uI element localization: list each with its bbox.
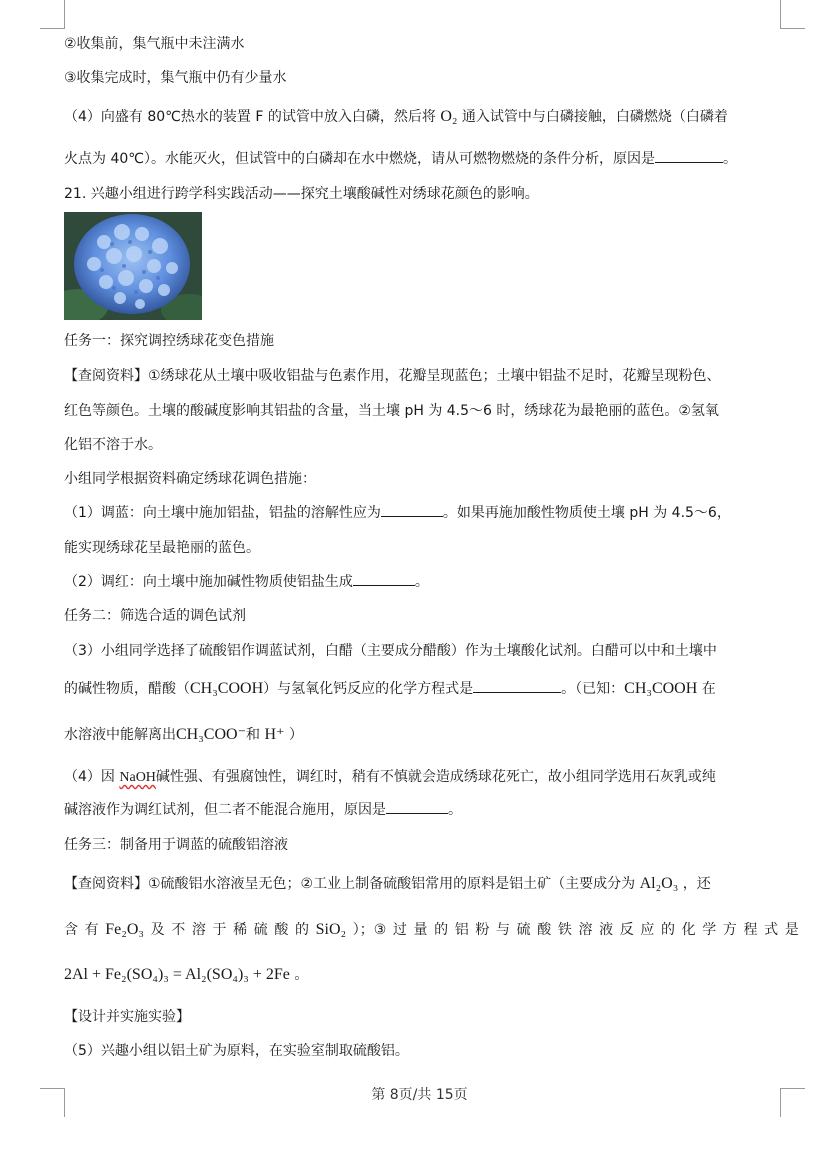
question-3-line-2 xyxy=(64,724,799,746)
text-span: （4）向盛有 80℃热水的装置 F 的试管中放入白磷，然后将 xyxy=(64,109,436,125)
justified-token: 的 xyxy=(661,922,676,938)
justified-token: 反 xyxy=(619,922,634,938)
justified-token: 有 xyxy=(84,922,99,938)
justified-token: 的 xyxy=(434,922,449,938)
justified-token: 含 xyxy=(64,922,78,938)
justified-token: 化 xyxy=(681,922,696,938)
text-line: 能实现绣球花呈最艳丽的蓝色。 xyxy=(64,540,260,556)
formula-o2: O₂ xyxy=(440,108,458,125)
text-span: ） xyxy=(288,727,303,743)
answer-blank[interactable] xyxy=(386,799,448,814)
question-4b-line-2 xyxy=(64,799,799,821)
crop-mark-top-right xyxy=(780,0,805,29)
text-line: ③收集完成时，集气瓶中仍有少量水 xyxy=(64,70,287,86)
text-line: 小组同学根据资料确定绣球花调色措施： xyxy=(64,471,316,487)
text-span: 。（已知： xyxy=(561,681,625,697)
task-1-heading: 任务一：探究调控绣球花变色措施 xyxy=(64,333,274,349)
text-span: 。如果再施加酸性物质使土壤 pH 为 4.5～6， xyxy=(442,505,731,521)
answer-blank[interactable] xyxy=(655,148,723,163)
text-span: ，还 xyxy=(682,876,711,892)
text-line: （3）小组同学选择了硫酸铝作调蓝试剂，白醋（主要成分醋酸）作为土壤酸化试剂。白醋可以中和土壤中 xyxy=(64,643,717,659)
justified-token: 溶 xyxy=(191,922,206,938)
justified-token: 稀 xyxy=(233,922,248,938)
text-line: 红色等颜色。土壤的酸碱度影响其铝盐的含量，当土壤 pH 为 4.5～6 时，绣球花为最艳丽的蓝色。②氢氧 xyxy=(64,403,719,419)
text-span: 。 xyxy=(414,574,429,590)
text-span: ）与氢氧化钙反应的化学方程式是 xyxy=(263,681,474,697)
justified-token: 酸 xyxy=(274,922,289,938)
crop-mark-top-left xyxy=(40,0,65,29)
justified-token: 硫 xyxy=(253,922,268,938)
answer-blank[interactable] xyxy=(473,678,561,693)
chemical-equation: 2Al + Fe₂(SO₄)₃ = Al₂(SO₄)₃ + 2Fe xyxy=(64,966,290,983)
justified-token: SiO₂ xyxy=(315,921,347,938)
formula-h-ion: H⁺ xyxy=(264,726,285,743)
question-4-line-1 xyxy=(64,106,799,128)
justified-token: 硫 xyxy=(516,922,531,938)
question-1-line xyxy=(64,502,799,524)
text-span: 碱溶液作为调红试剂，但二者不能混合施用，原因是 xyxy=(64,802,386,818)
justified-token: 与 xyxy=(496,922,511,938)
justified-token: 过 xyxy=(392,922,407,938)
task-2-heading: 任务二：筛选合适的调色试剂 xyxy=(64,608,246,624)
justified-token: 学 xyxy=(702,922,717,938)
question-4-line-2 xyxy=(64,148,799,170)
text-span: （1）调蓝：向土壤中施加铝盐，铝盐的溶解性应为 xyxy=(64,505,381,521)
justified-token: 不 xyxy=(171,922,186,938)
justified-token: 程 xyxy=(743,922,758,938)
formula-ch3coo: CH₃COO⁻ xyxy=(176,726,247,743)
text-span: （2）调红：向土壤中施加碱性物质使铝盐生成 xyxy=(64,574,353,590)
text-line: 化铝不溶于水。 xyxy=(64,437,162,453)
text-span: 和 xyxy=(246,727,261,743)
text-span: 。 xyxy=(289,967,309,983)
justified-token: 液 xyxy=(599,922,614,938)
formula-ch3cooh: CH₃COOH xyxy=(624,680,698,697)
answer-blank[interactable] xyxy=(381,502,443,517)
question-5-line: （5）兴趣小组以铝土矿为原料，在实验室制取硫酸铝。 xyxy=(64,1043,409,1059)
justified-token: Fe₂O₃ xyxy=(105,921,144,938)
text-span: 【查阅资料】①硫酸铝水溶液呈无色；②工业上制备硫酸铝常用的原料是铝土矿（主要成分为 xyxy=(64,876,636,892)
justified-token: 量 xyxy=(413,922,428,938)
justified-token: 及 xyxy=(150,922,165,938)
justified-token: 粉 xyxy=(475,922,490,938)
justified-token: 于 xyxy=(212,922,227,938)
formula-naoh: NaOH xyxy=(119,770,156,785)
text-span: 在 xyxy=(701,681,716,697)
text-span: 火点为 40℃）。水能灭火，但试管中的白磷却在水中燃烧，请从可燃物燃烧的条件分析，原因是 xyxy=(64,151,655,167)
text-span: （4）因 xyxy=(64,769,115,785)
text-span: 的碱性物质，醋酸（ xyxy=(64,681,190,697)
justified-token: 应 xyxy=(640,922,655,938)
text-span: 碱性强、有强腐蚀性，调红时，稍有不慎就会造成绣球花死亡，故小组同学选用石灰乳或纯 xyxy=(155,769,716,785)
justified-token: 是 xyxy=(784,922,799,938)
justified-token: 式 xyxy=(764,922,779,938)
justified-token: 的 xyxy=(294,922,309,938)
formula-ch3cooh: CH₃COOH xyxy=(190,680,264,697)
text-line: ②收集前，集气瓶中未注满水 xyxy=(64,36,245,52)
justified-token: 铝 xyxy=(454,922,469,938)
answer-blank[interactable] xyxy=(353,571,415,586)
formula-al2o3: Al₂O₃ xyxy=(639,875,679,892)
question-3-line xyxy=(64,678,799,700)
experiment-heading: 【设计并实施实验】 xyxy=(64,1009,190,1025)
question-4b-line xyxy=(64,766,799,789)
justified-token: 溶 xyxy=(578,922,593,938)
justified-token: 酸 xyxy=(537,922,552,938)
hydrangea-photo xyxy=(64,212,202,320)
text-span: 。 xyxy=(723,151,737,167)
justified-token: 方 xyxy=(722,922,737,938)
reference-line-1 xyxy=(64,873,799,895)
text-span: 通入试管中与白磷接触，白磷燃烧（白磷着 xyxy=(461,109,728,125)
task-3-heading: 任务三：制备用于调蓝的硫酸铝溶液 xyxy=(64,837,288,853)
justified-token: ）；③ xyxy=(352,922,387,938)
text-span: 。 xyxy=(448,802,462,818)
justified-token: 铁 xyxy=(557,922,572,938)
reference-line-2 xyxy=(64,919,799,941)
equation-line xyxy=(64,964,799,986)
page-number: 第 8页/共 15页 xyxy=(371,1087,468,1103)
text-span: 水溶液中能解离出 xyxy=(64,727,176,743)
text-line: 【查阅资料】①绣球花从土壤中吸收铝盐与色素作用，花瓣呈现蓝色；土壤中铝盐不足时，花瓣呈现粉色、 xyxy=(64,368,721,384)
question-21-title: 21. 兴趣小组进行跨学科实践活动——探究土壤酸碱性对绣球花颜色的影响。 xyxy=(64,186,539,202)
question-2-line xyxy=(64,571,799,593)
